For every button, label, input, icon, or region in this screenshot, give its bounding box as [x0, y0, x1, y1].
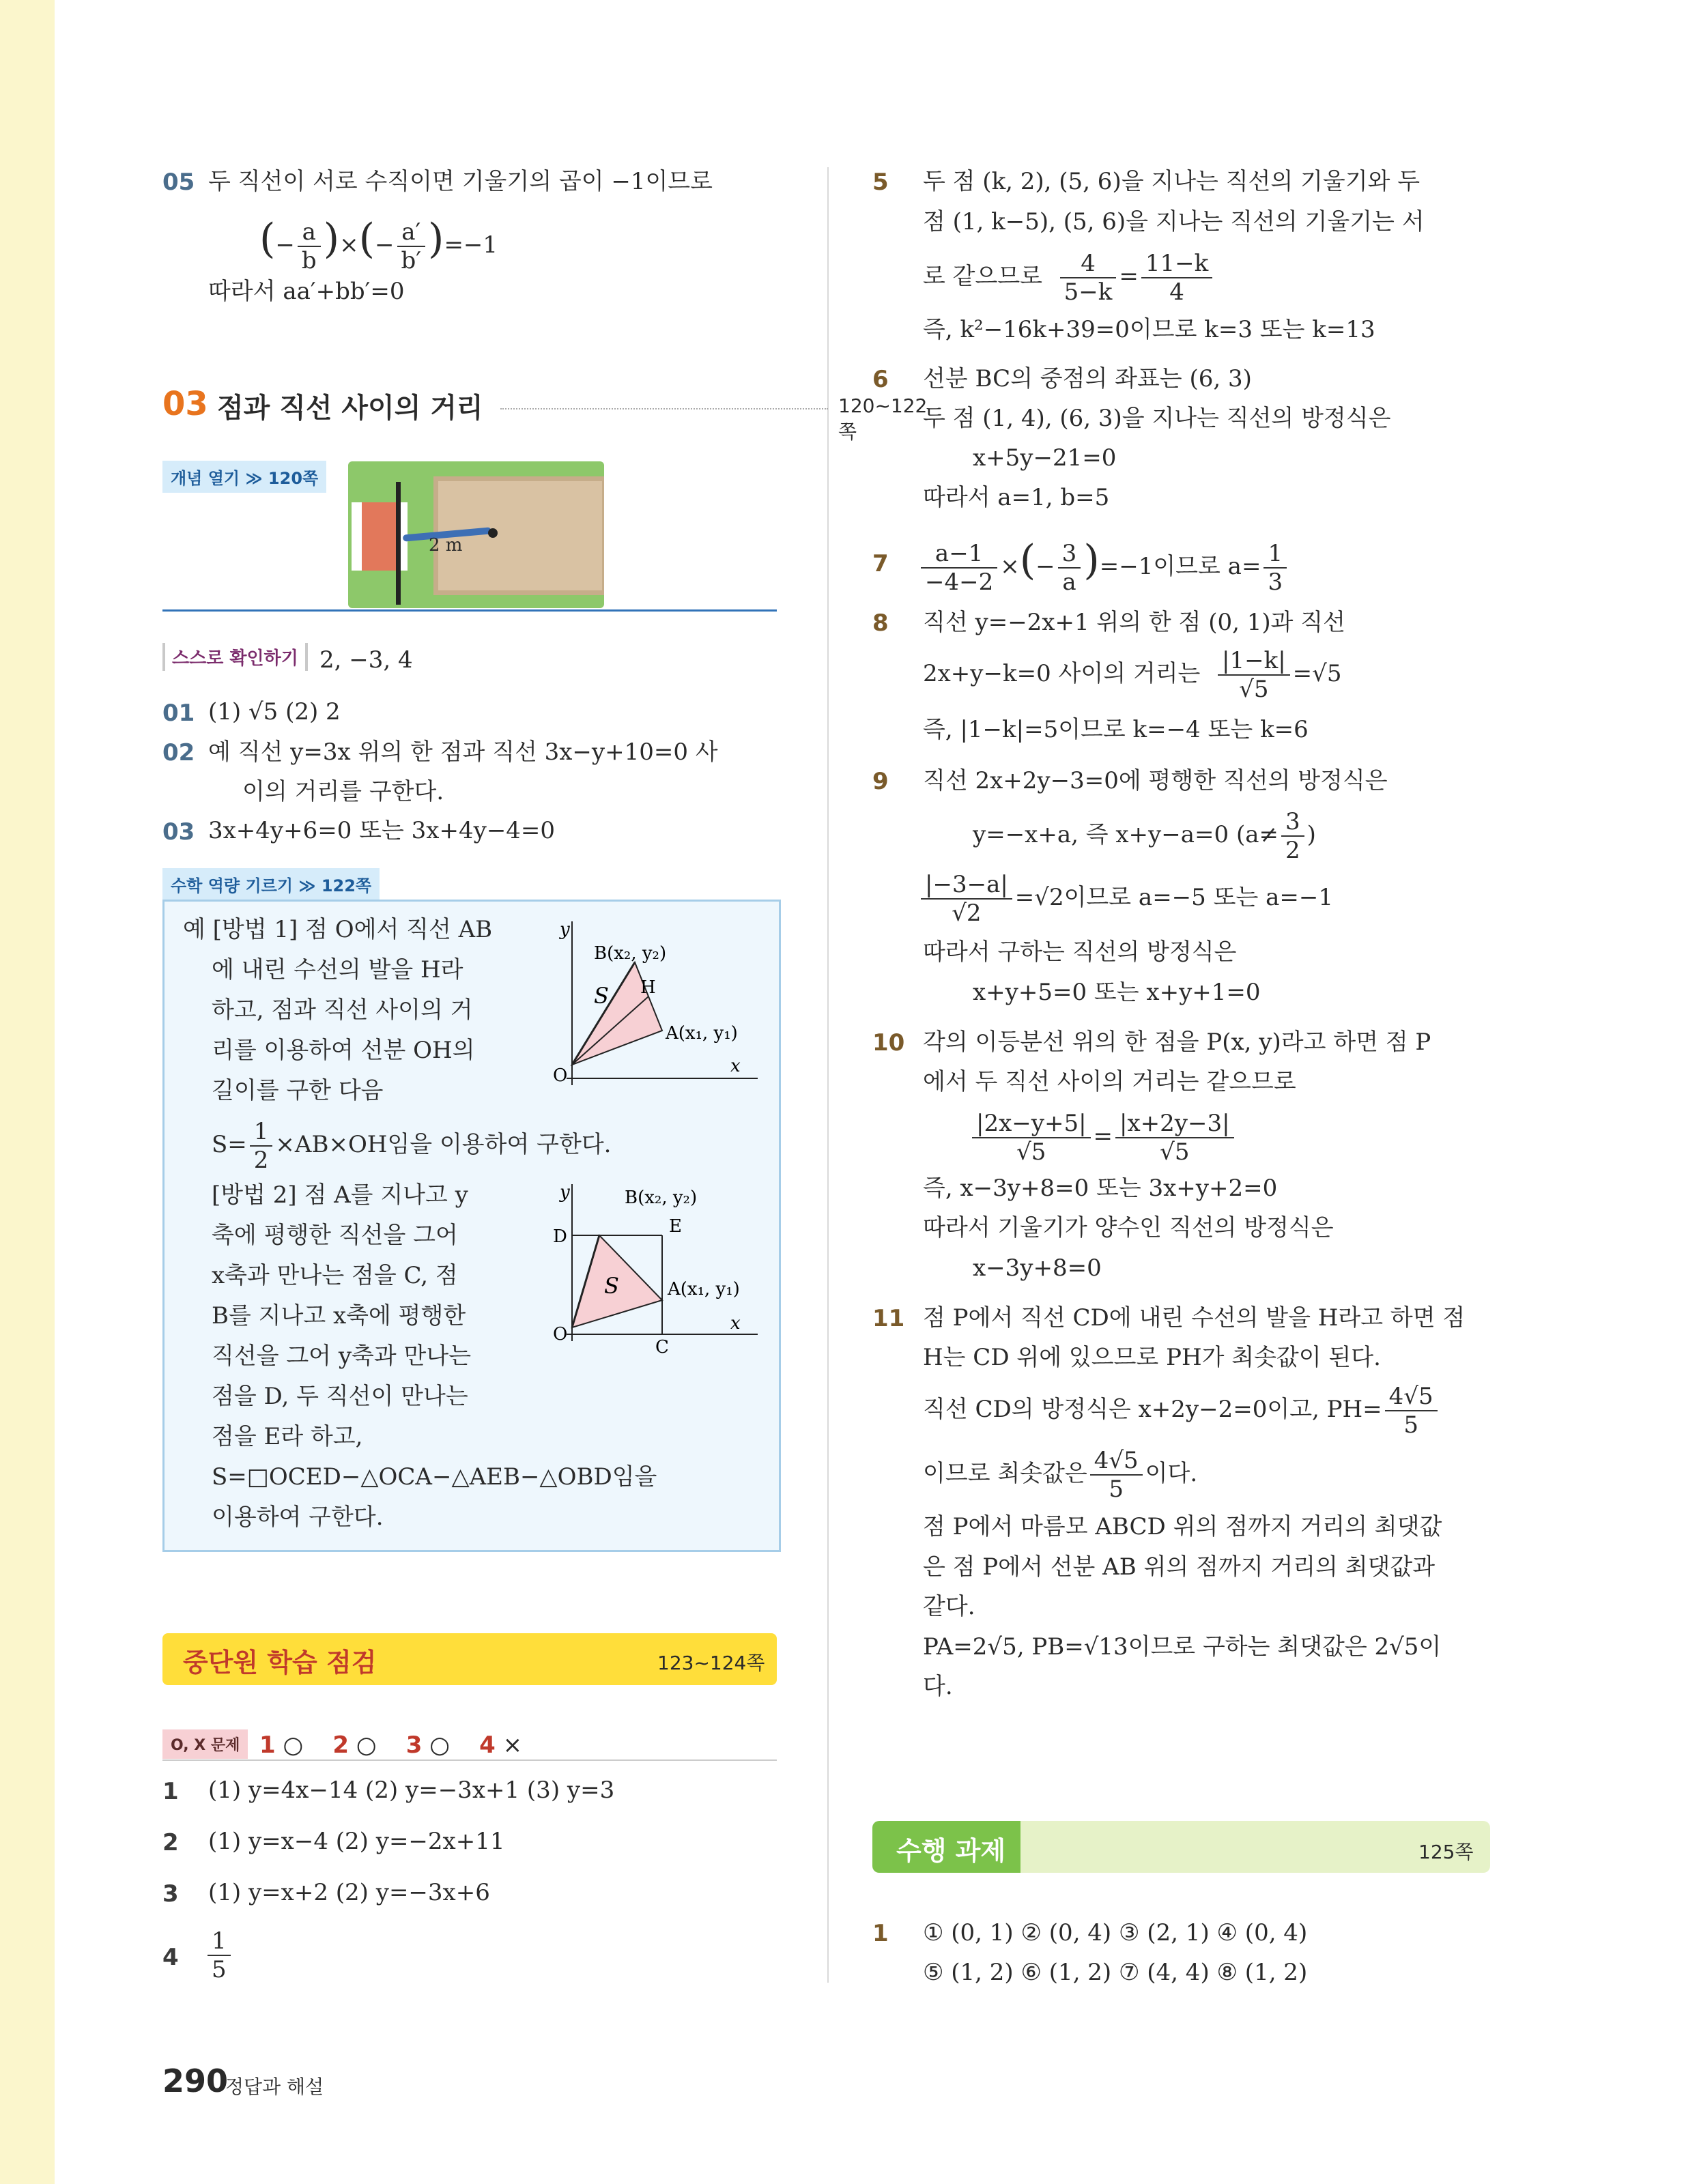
problem-number: 3 — [162, 1880, 179, 1908]
footer-label: 정답과 해설 — [225, 2075, 324, 2098]
problem-number: 05 — [162, 169, 195, 196]
self-check-answer: 2, −3, 4 — [319, 646, 413, 674]
method1-formula: S= $\frac{1}{2}$ ×AB×OH임을 이용하여 구한다. — [212, 1118, 612, 1174]
problem-text: 예 직선 y=3x 위의 한 점과 직선 3x−y+10=0 사 — [208, 738, 718, 766]
section-rule — [162, 609, 777, 612]
figure-method2 — [526, 1177, 771, 1355]
problem-number: 11 — [872, 1305, 905, 1332]
problem-text: 같다. — [923, 1593, 975, 1620]
problem-text: x+5y−21=0 — [973, 444, 1117, 472]
leader-dots — [500, 408, 828, 410]
section-title — [162, 382, 928, 443]
svg-text:S: S — [604, 1273, 619, 1299]
problem-number: 03 — [162, 818, 195, 846]
problem-text: 은 점 P에서 선분 AB 위의 점까지 거리의 최댓값과 — [923, 1553, 1436, 1581]
method2-line: [방법 2] 점 A를 지나고 y — [212, 1181, 468, 1209]
svg-text:y: y — [560, 919, 570, 940]
problem-text: ① (0, 1) ② (0, 4) ③ (2, 1) ④ (0, 4) — [923, 1919, 1308, 1946]
svg-text:A(x₁, y₁): A(x₁, y₁) — [666, 1023, 738, 1044]
method1-line: 리를 이용하여 선분 OH의 — [212, 1037, 475, 1064]
section-number: 03 — [162, 385, 208, 423]
problem-text: 선분 BC의 중점의 좌표는 (6, 3) — [923, 365, 1252, 392]
review-pages: 123~124쪽 — [657, 1652, 765, 1674]
method1-line: 길이를 구한 다음 — [212, 1077, 384, 1104]
method2-line: x축과 만나는 점을 C, 점 — [212, 1262, 458, 1289]
svg-text:B(x₂, y₂): B(x₂, y₂) — [594, 943, 667, 964]
problem-number: 10 — [872, 1029, 905, 1057]
problem-number: 9 — [872, 768, 889, 795]
problem-text: y=−x+a, 즉 x+y−a=0 (a≠ $\frac{3}{2}$ ) — [973, 808, 1316, 864]
review-title: 중단원 학습 점검 — [183, 1648, 377, 1678]
problem-text: 즉, |1−k|=5이므로 k=−4 또는 k=6 — [923, 716, 1309, 743]
problem-text: 직선 2x+2y−3=0에 평행한 직선의 방정식은 — [923, 767, 1388, 794]
problem-text: $\frac{1}{5}$ — [205, 1923, 233, 1985]
problem-text: x−3y+8=0 — [973, 1254, 1102, 1282]
problem-text: $\frac{|2x-y+5|}{√5}$ = $\frac{|x+2y-3|}{√5}$ — [969, 1106, 1237, 1167]
problem-number: 4 — [162, 1944, 179, 1971]
svg-text:D: D — [553, 1226, 567, 1247]
distance-label: 2 m — [429, 535, 463, 556]
svg-text:y: y — [560, 1182, 570, 1203]
method2-line: 이용하여 구한다. — [212, 1504, 384, 1531]
review-header — [162, 1633, 777, 1685]
problem-text: 따라서 구하는 직선의 방정식은 — [923, 938, 1237, 966]
problem-text: 직선 CD의 방정식은 x+2y−2=0이고, PH= $\frac{4√5}{5}$ — [923, 1379, 1440, 1440]
problem-text: (1) y=x+2 (2) y=−3x+6 — [208, 1879, 490, 1906]
method2-line: 축에 평행한 직선을 그어 — [212, 1222, 458, 1249]
problem-text: PA=2√5, PB=√13이므로 구하는 최댓값은 2√5이 — [923, 1633, 1442, 1661]
problem-text: 두 점 (1, 4), (6, 3)을 지나는 직선의 방정식은 — [923, 405, 1391, 432]
rule — [162, 1759, 777, 1761]
problem-text: 점 (1, k−5), (5, 6)을 지나는 직선의 기울기는 서 — [923, 208, 1425, 235]
concept-illustration — [348, 461, 604, 608]
problem-text: 따라서 기울기가 양수인 직선의 방정식은 — [923, 1214, 1334, 1241]
method2-formula: S=□OCED−△OCA−△AEB−△OBD임을 — [212, 1463, 657, 1491]
problem-text: 즉, k²−16k+39=0이므로 k=3 또는 k=13 — [923, 316, 1375, 343]
region-s-label: S — [594, 983, 609, 1009]
page-number: 290 — [162, 2063, 229, 2099]
problem-text: x+y+5=0 또는 x+y+1=0 — [973, 979, 1261, 1006]
problem-text: 두 점 (k, 2), (5, 6)을 지나는 직선의 기울기와 두 — [923, 168, 1420, 195]
ox-tag: O, X 문제 — [162, 1729, 248, 1759]
self-check-label: 스스로 확인하기 — [162, 643, 308, 671]
svg-text:O: O — [553, 1324, 568, 1345]
problem-text: 즉, x−3y+8=0 또는 3x+y+2=0 — [923, 1175, 1278, 1202]
problem-number: 1 — [872, 1920, 889, 1947]
problem-text: 3x+4y+6=0 또는 3x+4y−4=0 — [208, 817, 556, 844]
task-header — [872, 1821, 1490, 1873]
section-name: 점과 직선 사이의 거리 — [217, 392, 483, 424]
svg-text:B(x₂, y₂): B(x₂, y₂) — [625, 1188, 698, 1208]
svg-text:x: x — [730, 1056, 741, 1076]
problem-text: 직선 y=−2x+1 위의 한 점 (0, 1)과 직선 — [923, 609, 1345, 636]
page-margin-band — [0, 0, 55, 2184]
svg-text:E: E — [669, 1216, 682, 1237]
problem-text: (1) y=x−4 (2) y=−2x+11 — [208, 1828, 505, 1855]
problem-number: 6 — [872, 366, 889, 393]
svg-text:A(x₁, y₁): A(x₁, y₁) — [668, 1279, 740, 1299]
figure-method1 — [526, 915, 771, 1092]
task-title: 수행 과제 — [896, 1836, 1006, 1866]
problem-text: 점 P에서 직선 CD에 내린 수선의 발을 H라고 하면 점 — [923, 1304, 1466, 1332]
svg-text:O: O — [553, 1065, 568, 1086]
problem-text: 각의 이등분선 위의 한 점을 P(x, y)라고 하면 점 P — [923, 1029, 1431, 1056]
problem-number: 5 — [872, 169, 889, 196]
problem-number: 8 — [872, 609, 889, 637]
problem-number: 02 — [162, 739, 195, 766]
column-divider — [827, 167, 829, 1983]
method1-line: 하고, 점과 직선 사이의 거 — [212, 996, 473, 1024]
concept-tag: 개념 열기 ≫ 120쪽 — [162, 461, 326, 493]
equation: (− $\frac{a}{b}$ )×(− $\frac{a'}{b'}$ )=−1 — [259, 215, 498, 274]
method1-line: 예 [방법 1] 점 O에서 직선 AB — [183, 916, 493, 943]
problem-text: 이므로 최솟값은 $\frac{4√5}{5}$ 이다. — [923, 1447, 1198, 1503]
svg-text:x: x — [730, 1313, 741, 1334]
method2-line: 점을 D, 두 직선이 만나는 — [212, 1383, 468, 1410]
problem-text: 따라서 aa′+bb′=0 — [208, 278, 405, 305]
problem-text: $\frac{a-1}{-4-2}$ ×(− $\frac{3}{a}$ )=−1이므로 a= $\frac{1}{3}$ — [918, 530, 1289, 597]
method2-line: 점을 E라 하고, — [212, 1423, 363, 1450]
problem-text: 다. — [923, 1673, 953, 1700]
problem-number: 2 — [162, 1829, 179, 1856]
problem-text: (1) y=4x−14 (2) y=−3x+1 (3) y=3 — [208, 1777, 615, 1804]
method2-line: 직선을 그어 y축과 만나는 — [212, 1342, 472, 1370]
problem-text: 따라서 a=1, b=5 — [923, 484, 1110, 511]
problem-text: H는 CD 위에 있으므로 PH가 최솟값이 된다. — [923, 1344, 1381, 1371]
svg-text:C: C — [655, 1337, 669, 1355]
method2-line: B를 지나고 x축에 평행한 — [212, 1302, 466, 1330]
problem-text: 로 같으므로 $\frac{4}{5-k}$ = $\frac{11-k}{4}$ — [923, 246, 1215, 307]
problem-number: 01 — [162, 700, 195, 727]
task-pages: 125쪽 — [1418, 1841, 1474, 1863]
method1-line: 에 내린 수선의 발을 H라 — [212, 956, 463, 983]
problem-number: 7 — [872, 550, 889, 577]
svg-text:H: H — [640, 977, 656, 998]
problem-text: 이의 거리를 구한다. — [242, 778, 444, 805]
ox-answers: 1 ○ 2 ○ 3 ○ 4 × — [259, 1732, 523, 1759]
problem-number: 1 — [162, 1778, 179, 1805]
problem-text: (1) √5 (2) 2 — [208, 698, 341, 725]
problem-text: 점 P에서 마름모 ABCD 위의 점까지 거리의 최댓값 — [923, 1513, 1442, 1540]
problem-text: $\frac{|-3-a|}{√2}$ =√2이므로 a=−5 또는 a=−1 — [918, 867, 1333, 928]
problem-text: ⑤ (1, 2) ⑥ (1, 2) ⑦ (4, 4) ⑧ (1, 2) — [923, 1959, 1308, 1986]
math-competency-tag: 수학 역량 기르기 ≫ 122쪽 — [162, 868, 380, 900]
page-range: 120~122쪽 — [838, 394, 928, 443]
problem-text: 2x+y−k=0 사이의 거리는 $\frac{|1-k|}{√5}$ =√5 — [923, 647, 1342, 703]
problem-text: 두 직선이 서로 수직이면 기울기의 곱이 −1이므로 — [208, 168, 713, 195]
problem-text: 에서 두 직선 사이의 거리는 같으므로 — [923, 1068, 1296, 1095]
